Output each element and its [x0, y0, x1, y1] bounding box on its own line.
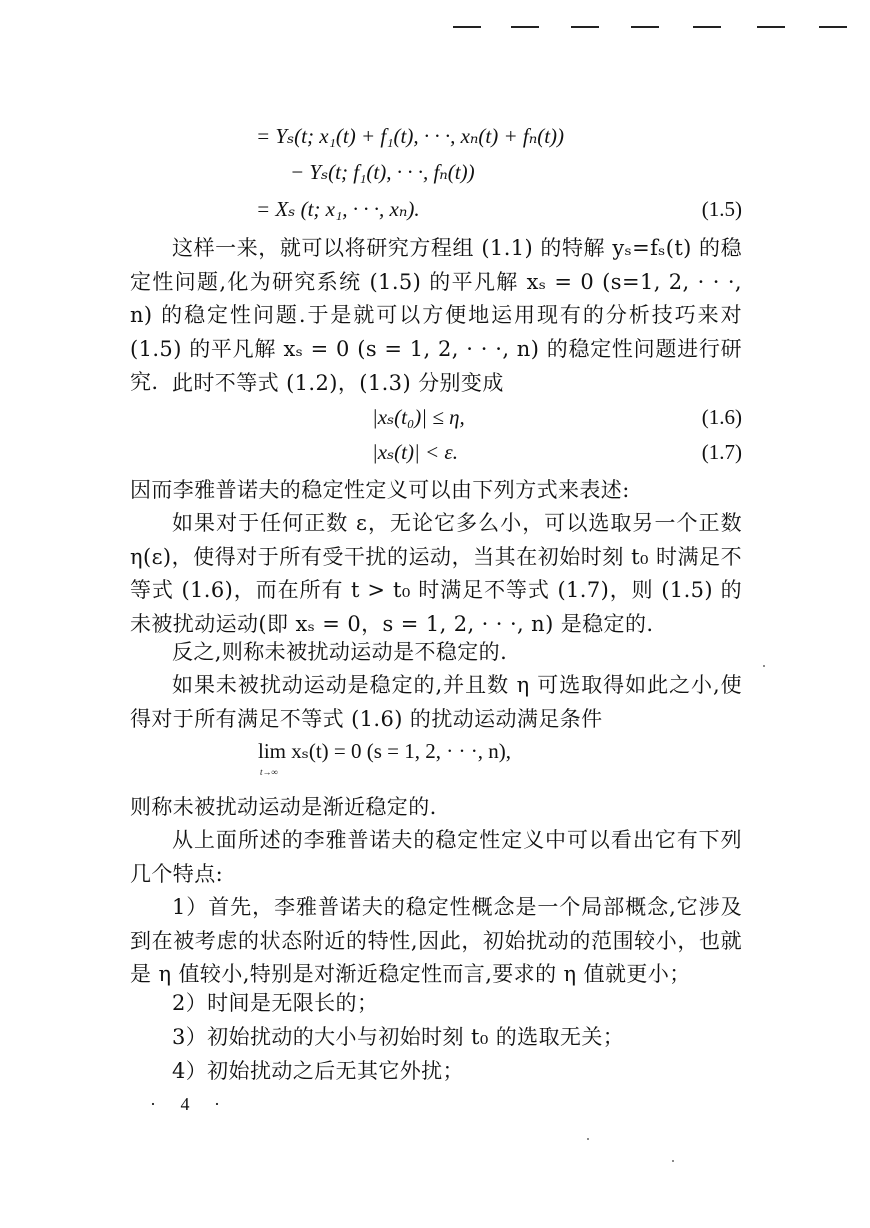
limit-equation: lim xₛ(t) = 0 (s = 1, 2, · · ·, n), — [258, 739, 511, 763]
header-dash — [631, 26, 659, 28]
equation-1-6: |xₛ(t₀)| ≤ η, — [372, 405, 465, 429]
paragraph-inequalities-intro: 此时不等式 (1.2)，(1.3) 分别变成 — [172, 371, 504, 395]
list-item-infinite-time: 2）时间是无限长的； — [172, 991, 379, 1015]
equation-line-1: = Yₛ(t; x₁(t) + f₁(t), · · ·, xₙ(t) + fₙ(t)) — [256, 124, 565, 148]
paragraph-features-intro: 从上面所述的李雅普诺夫的稳定性定义中可以看出它有下列几个特点: — [130, 828, 742, 886]
scan-speck — [672, 1160, 674, 1162]
scan-speck — [587, 1138, 589, 1140]
equation-line-3: = Xₛ (t; x₁, · · ·, xₙ). — [256, 197, 420, 221]
header-dash — [819, 26, 847, 28]
header-dash — [511, 26, 539, 28]
header-dashes — [445, 18, 865, 32]
list-item-independence: 3）初始扰动的大小与初始时刻 t₀ 的选取无关； — [172, 1025, 625, 1049]
paragraph-asymptotic-condition: 如果未被扰动运动是稳定的,并且数 η 可选取得如此之小,使得对于所有满足不等式 (1.6) 的扰动运动满足条件 — [130, 673, 742, 731]
header-dash — [453, 26, 481, 28]
equation-1-7: |xₛ(t)| < ε. — [372, 440, 458, 464]
header-dash — [757, 26, 785, 28]
paragraph-definition-intro: 因而李雅普诺夫的稳定性定义可以由下列方式来表述: — [130, 478, 630, 502]
paragraph-asymptotic-definition: 则称未被扰动运动是渐近稳定的. — [130, 795, 437, 819]
header-dash — [571, 26, 599, 28]
equation-number-1-6: (1.6) — [701, 405, 742, 429]
equation-line-2: − Yₛ(t; f₁(t), · · ·, fₙ(t)) — [290, 160, 475, 184]
limit-subscript: t→∞ — [260, 767, 278, 777]
header-dash — [693, 26, 721, 28]
list-item-no-external: 4）初始扰动之后无其它外扰； — [172, 1059, 464, 1083]
paragraph-instability: 反之,则称未被扰动运动是不稳定的. — [172, 640, 508, 664]
paragraph-reduction: 这样一来，就可以将研究方程组 (1.1) 的特解 yₛ=fₛ(t) 的稳定性问题,化为研究系统 (1.5) 的平凡解 xₛ = 0 (s=1, 2, · · ·, n) 的稳定性问题.于是就可以方便地运用现有的分析技巧来对 (1.5) 的平凡解 xₛ = 0 (s = 1, 2, · · ·, n) 的稳定性问题进行研究. — [130, 236, 742, 394]
list-item-local-concept: 1）首先，李雅普诺夫的稳定性概念是一个局部概念,它涉及到在被考虑的状态附近的特性,因此，初始扰动的范围较小，也就是 η 值较小,特别是对渐近稳定性而言,要求的 η 值就更小； — [130, 895, 742, 986]
scan-speck — [763, 665, 765, 667]
equation-number-1-7: (1.7) — [701, 440, 742, 464]
paragraph-stability-definition: 如果对于任何正数 ε，无论它多么小，可以选取另一个正数 η(ε)，使得对于所有受干扰的运动，当其在初始时刻 t₀ 时满足不等式 (1.6)，而在所有 t > t₀ 时满足不等式 (1.7)，则 (1.5) 的未被扰动运动(即 xₛ = 0，s = 1, 2, · · ·, n) 是稳定的. — [130, 511, 742, 636]
equation-number-1-5: (1.5) — [701, 197, 742, 221]
page-number: · 4 · — [150, 1094, 230, 1114]
